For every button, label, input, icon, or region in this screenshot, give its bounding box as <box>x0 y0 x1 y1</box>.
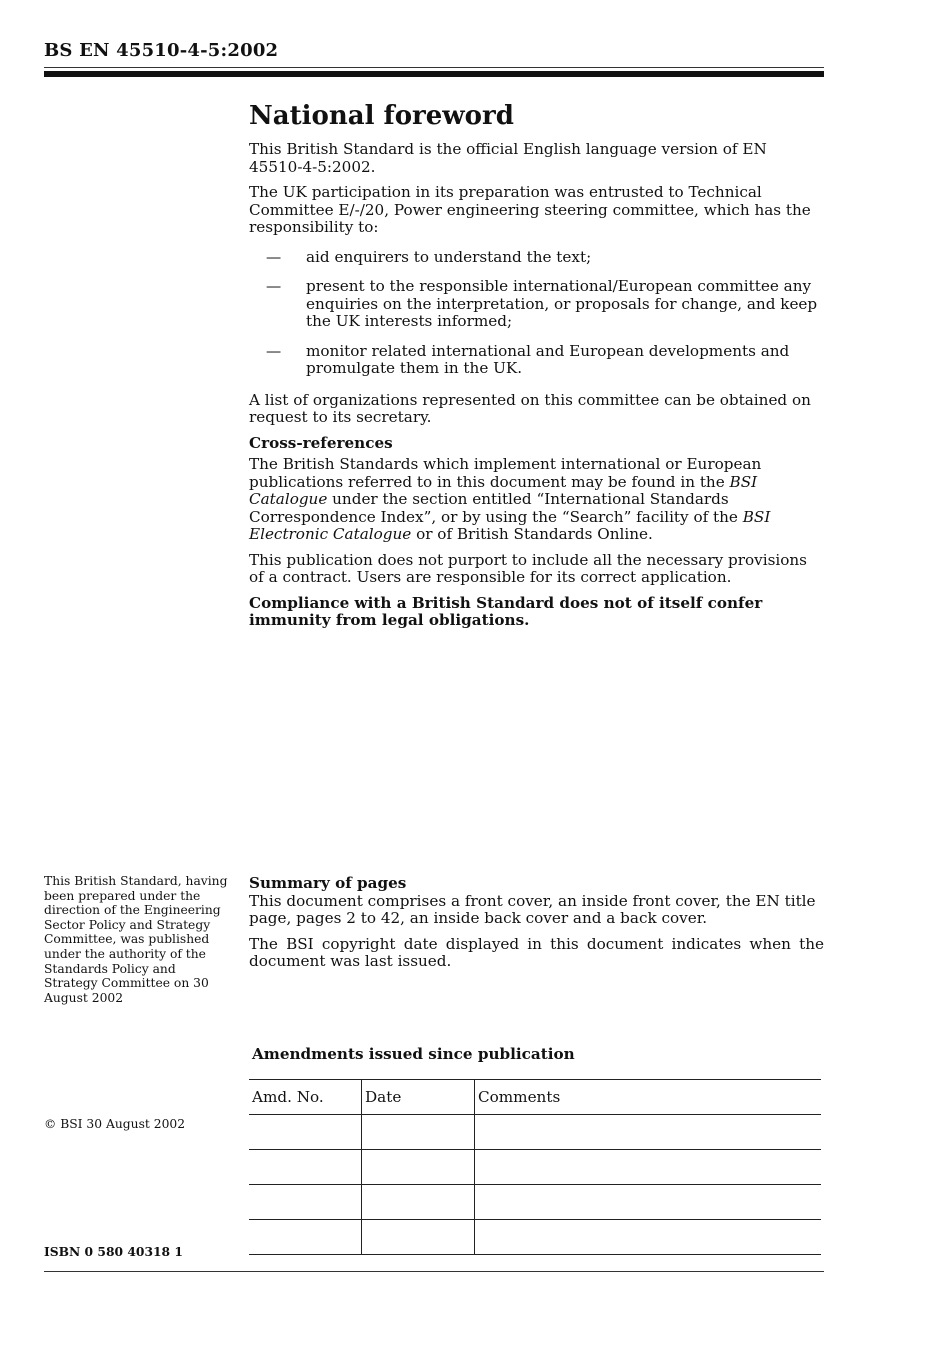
dash-marker: — <box>266 247 282 266</box>
table-row <box>249 1185 821 1220</box>
table-cell <box>475 1185 822 1220</box>
cross-references-paragraph <box>249 456 824 544</box>
contract-paragraph: This publication does not purport to include all the necessary provisions of a contract. Users are responsible for its correct application. <box>249 550 807 586</box>
bsi-catalogue-ref: BSI Catalogue <box>249 472 758 508</box>
table-header-row <box>249 1080 821 1115</box>
cross-ref-text: or of British Standards Online. <box>411 525 653 543</box>
column-header-amd-no: Amd. No. <box>249 1080 362 1115</box>
list-item-text: monitor related international and European developments and promulgate them in the UK. <box>306 341 790 377</box>
list-item-text: aid enquirers to understand the text; <box>306 247 592 266</box>
list-item <box>249 249 824 267</box>
summary-heading: Summary of pages <box>249 874 407 892</box>
table-cell <box>249 1150 362 1185</box>
amendments-title: Amendments issued since publication <box>252 1045 575 1063</box>
dash-marker: — <box>266 341 282 360</box>
list-item-text: present to the responsible international/European committee any enquiries on the interpretation, or proposals for change, and keep the UK interests informed; <box>306 277 818 330</box>
header-thick-rule <box>44 71 824 77</box>
table-cell <box>475 1220 822 1255</box>
compliance-statement: Compliance with a British Standard does not of itself confer immunity from legal obligations. <box>249 593 763 629</box>
cross-ref-text: under the section entitled “International Standards Correspondence Index”, or by using the “Search” facility of the <box>249 490 743 526</box>
table-cell <box>249 1115 362 1150</box>
bsi-electronic-catalogue-ref: BSI Electronic Catalogue <box>249 507 771 543</box>
table-row <box>249 1150 821 1185</box>
list-item <box>249 343 824 378</box>
amendments-table <box>249 1079 821 1255</box>
national-foreword-section <box>249 100 824 638</box>
dash-marker: — <box>266 277 282 295</box>
list-item <box>249 278 824 331</box>
column-header-comments: Comments <box>475 1080 822 1115</box>
document-id: BS EN 45510-4-5:2002 <box>44 40 279 61</box>
organizations-paragraph: A list of organizations represented on this committee can be obtained on request to its secretary. <box>249 390 811 426</box>
page-title: National foreword <box>249 101 514 131</box>
table-cell <box>249 1220 362 1255</box>
table-cell <box>475 1150 822 1185</box>
cross-references-heading: Cross-references <box>249 433 393 452</box>
table-cell <box>362 1150 475 1185</box>
publication-note: This British Standard, having been prepared under the direction of the Engineering Sector Policy and Strategy Committee, was published under the authority of the Standards Policy and Strategy Committee on 30 August 2002 <box>44 874 228 1005</box>
intro-paragraph: This British Standard is the official English language version of EN 45510-4-5:2002. <box>249 140 767 176</box>
header-thin-rule <box>44 67 824 68</box>
table-cell <box>475 1115 822 1150</box>
column-header-date: Date <box>362 1080 475 1115</box>
table-cell <box>249 1185 362 1220</box>
copyright-notice: © BSI 30 August 2002 <box>44 1117 186 1131</box>
table-cell <box>362 1115 475 1150</box>
table-row <box>249 1115 821 1150</box>
responsibility-list <box>249 249 824 378</box>
summary-paragraph: This document comprises a front cover, an inside front cover, the EN title page, pages 2 to 42, an inside back cover and a back cover. <box>249 891 816 927</box>
footer-rule <box>44 1271 824 1272</box>
committee-paragraph: The UK participation in its preparation was entrusted to Technical Committee E/-/20, Power engineering steering committee, which has the responsibility to: <box>249 183 811 236</box>
table-cell <box>362 1185 475 1220</box>
cross-ref-text: The British Standards which implement international or European publications referred to in this document may be found in the <box>249 455 762 491</box>
isbn-number: ISBN 0 580 40318 1 <box>44 1244 183 1259</box>
table-cell <box>362 1220 475 1255</box>
copyright-date-paragraph: The BSI copyright date displayed in this document indicates when the document was last issued. <box>249 934 824 970</box>
table-row <box>249 1220 821 1255</box>
summary-of-pages-section <box>249 875 824 979</box>
